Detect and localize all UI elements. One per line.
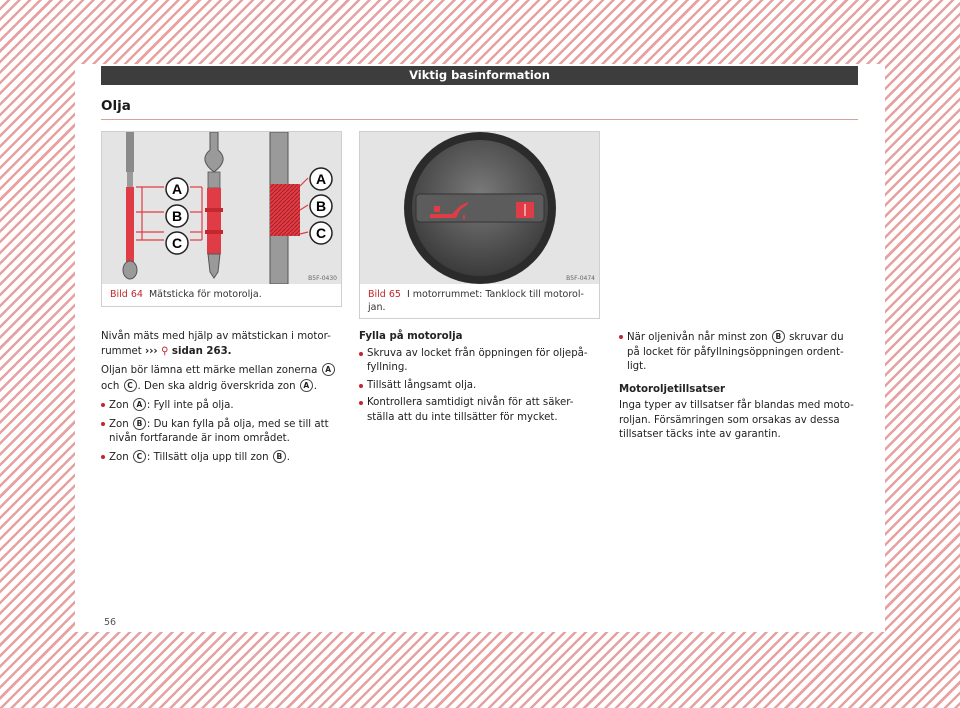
dipstick-illustration: [102, 132, 341, 284]
bullet-zone-c: Zon C : Tillsätt olja upp till zon B .: [101, 450, 341, 466]
figure-code: B5F-0474: [566, 275, 595, 282]
zone-b-badge: B: [133, 417, 146, 430]
zone-b-badge: B: [273, 450, 286, 463]
oil-cap-drawing: [360, 132, 599, 284]
zone-a-label-left: A: [171, 181, 183, 197]
zone-a-badge: A: [300, 379, 313, 392]
bullet-zone-a: Zon A : Fyll inte på olja.: [101, 398, 341, 414]
zone-c-badge: C: [133, 450, 146, 463]
heading-fill-oil: Fylla på motorolja: [359, 331, 463, 342]
paragraph-zones: Oljan bör lämna ett märke mellan zonerna A och C . Den ska aldrig överskrida zon A .: [101, 363, 341, 394]
figure-caption: [110, 288, 335, 301]
chapter-header: Viktig basinformation: [101, 66, 858, 85]
paragraph-measure-text: Nivån mäts med hjälp av mätstickan i motor-rummet: [101, 331, 331, 357]
page-reference-link[interactable]: sidan 263.: [171, 345, 232, 357]
section-divider: [101, 119, 858, 120]
column-1: [101, 330, 341, 468]
figure-caption-text: I motorrummet: Tanklock till motorol-jan.: [368, 289, 584, 313]
zone-a-badge: A: [133, 398, 146, 411]
figure-oil-cap: [359, 131, 600, 319]
oil-cap-illustration: [360, 132, 599, 284]
manual-icon: [516, 202, 534, 218]
paragraph-measure: Nivån mäts med hjälp av mätstickan i motor-rummet ››› ⚲ sidan 263.: [101, 331, 331, 357]
zone-b-badge: B: [772, 330, 785, 343]
figure-number: Bild 65: [368, 289, 401, 300]
column-3: [619, 330, 859, 447]
figure-code: B5F-0430: [308, 275, 337, 282]
section-title: Olja: [101, 98, 131, 114]
zone-a-badge: A: [322, 363, 335, 376]
bullet-item: Tillsätt långsamt olja.: [359, 379, 599, 394]
column-2: [359, 330, 599, 428]
zone-a-label-right: A: [315, 171, 327, 187]
bullet-zone-b: Zon B : Du kan fylla på olja, med se till att nivån fortfarande är inom området.: [101, 417, 341, 447]
figure-caption-text: Mätsticka för motorolja.: [148, 289, 262, 300]
zone-c-badge: C: [124, 379, 137, 392]
zone-c-label-left: C: [171, 235, 183, 251]
dipstick-drawing: [102, 132, 341, 284]
figure-number: Bild 64: [110, 289, 143, 300]
heading-additives: Motoroljetillsatser: [619, 383, 726, 395]
zone-b-label-left: B: [171, 208, 183, 224]
paragraph-additives: Inga typer av tillsatser får blandas med moto-roljan. Försämringen som orsakas av dessa tillsatser täcks inte av garantin.: [619, 400, 854, 440]
figure-dipstick: [101, 131, 342, 307]
book-icon: ⚲: [161, 345, 169, 357]
bullet-item: Skruva av locket från öppningen för oljepå-fyllning.: [359, 347, 599, 376]
figure-caption: [368, 288, 593, 314]
bullet-item: Kontrollera samtidigt nivån för att säker-ställa att du inte tillsätter för mycket.: [359, 396, 599, 425]
page-number: 56: [104, 617, 117, 628]
zone-b-label-right: B: [315, 198, 327, 214]
zone-c-label-right: C: [315, 225, 327, 241]
bullet-close-cap: När oljenivån når minst zon B skruvar du på locket för påfyllningsöppningen ordent-ligt.: [619, 330, 859, 375]
